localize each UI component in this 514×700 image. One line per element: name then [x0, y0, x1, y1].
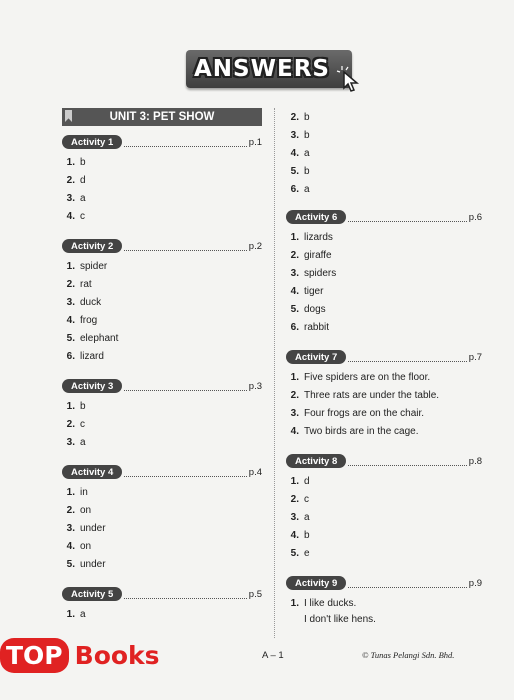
answer-number: 3. — [66, 522, 75, 534]
answer-number: 1. — [290, 475, 299, 487]
answer-item — [62, 311, 262, 329]
answer-number: 2. — [290, 493, 299, 505]
answer-item — [62, 519, 262, 537]
copyright: © Tunas Pelangi Sdn. Bhd. — [362, 650, 455, 660]
banner-title: ANSWERS — [194, 56, 330, 82]
answer-item — [286, 162, 482, 180]
activity-label: Activity 4 — [62, 465, 122, 479]
answer-number: 4. — [290, 285, 299, 297]
answer-number: 3. — [290, 407, 299, 419]
answer-item — [62, 433, 262, 451]
activity-label: Activity 5 — [62, 587, 122, 601]
answer-text: c — [80, 210, 85, 222]
answer-text: a — [304, 183, 310, 195]
answer-number: 4. — [66, 540, 75, 552]
answer-number: 2. — [290, 249, 299, 261]
answer-item — [286, 544, 482, 562]
answer-number: 4. — [66, 210, 75, 222]
answer-number: 5. — [66, 558, 75, 570]
answer-number: 4. — [290, 529, 299, 541]
right-column — [286, 108, 482, 642]
answer-text: b — [80, 400, 86, 412]
answer-text: spider — [80, 260, 108, 272]
dot-leader — [124, 468, 247, 477]
answer-number: 2. — [290, 389, 299, 401]
answer-text: elephant — [80, 332, 119, 344]
activity-header — [286, 350, 482, 364]
logo-books: Books — [74, 641, 160, 670]
activity-header — [62, 379, 262, 393]
answer-number: 4. — [66, 314, 75, 326]
answer-item — [286, 282, 482, 300]
logo-top: TOP — [0, 638, 69, 673]
answer-number: 6. — [290, 183, 299, 195]
answer-item — [62, 415, 262, 433]
answer-text: Four frogs are on the chair. — [304, 407, 425, 419]
answer-number: 4. — [290, 425, 299, 437]
answer-number: 2. — [66, 278, 75, 290]
activity-page: p.5 — [248, 588, 262, 600]
answer-item — [286, 318, 482, 336]
answer-item — [286, 422, 482, 440]
column-divider — [274, 108, 275, 638]
answer-text: under — [80, 522, 106, 534]
activity-page: p.7 — [468, 351, 482, 363]
answer-number: 3. — [66, 192, 75, 204]
answer-number: 2. — [66, 418, 75, 430]
answer-text: b — [304, 129, 310, 141]
activity-header — [286, 576, 482, 590]
answer-number: 5. — [66, 332, 75, 344]
activity-label: Activity 8 — [286, 454, 346, 468]
answer-number: 3. — [66, 436, 75, 448]
answer-number: 3. — [290, 511, 299, 523]
dot-leader — [124, 590, 247, 599]
answer-number: 3. — [290, 129, 299, 141]
activity-block — [62, 135, 262, 225]
activity-label: Activity 6 — [286, 210, 346, 224]
answer-item — [286, 386, 482, 404]
activity-block — [62, 587, 262, 623]
answer-item — [62, 189, 262, 207]
answer-item — [62, 275, 262, 293]
answer-item — [62, 153, 262, 171]
activity-label: Activity 3 — [62, 379, 122, 393]
answer-text: a — [304, 511, 310, 523]
answer-text: d — [80, 174, 86, 186]
activity-label: Activity 2 — [62, 239, 122, 253]
answer-text: in — [80, 486, 88, 498]
answer-text: c — [80, 418, 85, 430]
activity-label: Activity 7 — [286, 350, 346, 364]
activity-header — [286, 454, 482, 468]
activity-page: p.3 — [248, 380, 262, 392]
answer-text: a — [80, 608, 86, 620]
answer-number: 3. — [290, 267, 299, 279]
dot-leader — [348, 353, 467, 362]
answer-number: 1. — [66, 260, 75, 272]
answer-text: b — [80, 156, 86, 168]
answer-number: 1. — [66, 608, 75, 620]
dot-leader — [124, 382, 247, 391]
answer-text: a — [80, 192, 86, 204]
bookmark-icon — [65, 110, 72, 122]
activity-block — [62, 465, 262, 573]
answer-item — [62, 555, 262, 573]
answer-number: 2. — [66, 504, 75, 516]
answer-number: 6. — [66, 350, 75, 362]
answer-item — [62, 171, 262, 189]
answer-item — [62, 397, 262, 415]
answer-item — [62, 483, 262, 501]
activity-page: p.2 — [248, 240, 262, 252]
answer-text: under — [80, 558, 106, 570]
answer-item — [62, 207, 262, 225]
activity-header — [62, 465, 262, 479]
answer-item — [286, 300, 482, 318]
dot-leader — [348, 213, 467, 222]
activity-label: Activity 9 — [286, 576, 346, 590]
answer-text: Five spiders are on the floor. — [304, 371, 431, 383]
answer-item — [286, 368, 482, 386]
answer-item — [62, 537, 262, 555]
dot-leader — [124, 242, 247, 251]
answer-item — [286, 126, 482, 144]
answer-number: 3. — [66, 296, 75, 308]
activity-page: p.4 — [248, 466, 262, 478]
left-column — [62, 108, 262, 637]
answer-continuation: I don't like hens. — [304, 614, 376, 625]
answer-item — [286, 264, 482, 282]
answer-item — [286, 144, 482, 162]
answer-item — [286, 404, 482, 422]
answer-text: rabbit — [304, 321, 330, 333]
unit-header — [62, 108, 262, 126]
answer-item — [286, 594, 482, 612]
answer-item — [286, 108, 482, 126]
answer-number: 1. — [290, 371, 299, 383]
answer-text: I like ducks. — [304, 597, 357, 609]
answer-item — [62, 329, 262, 347]
answer-text: c — [304, 493, 309, 505]
answer-text: b — [304, 529, 310, 541]
answer-text: b — [304, 165, 310, 177]
answer-text: dogs — [304, 303, 326, 315]
activity-block — [62, 239, 262, 365]
activity-block — [286, 210, 482, 336]
dot-leader — [124, 138, 247, 147]
answers-banner — [186, 50, 352, 88]
answer-item — [62, 257, 262, 275]
answer-item — [62, 605, 262, 623]
answer-item — [62, 347, 262, 365]
answer-text: rat — [80, 278, 92, 290]
answer-text: duck — [80, 296, 102, 308]
answer-number: 2. — [66, 174, 75, 186]
answer-text: on — [80, 504, 92, 516]
answer-number: 1. — [66, 486, 75, 498]
activity-label: Activity 1 — [62, 135, 122, 149]
answer-item — [286, 228, 482, 246]
activity-header — [62, 587, 262, 601]
activity-page: p.9 — [468, 577, 482, 589]
answer-text: lizard — [80, 350, 104, 362]
answer-number: 6. — [290, 321, 299, 333]
answer-number: 1. — [290, 597, 299, 609]
topbooks-logo — [0, 638, 160, 673]
answer-text: spiders — [304, 267, 337, 279]
answer-text: Three rats are under the table. — [304, 389, 440, 401]
answer-item — [286, 472, 482, 490]
answer-text: tiger — [304, 285, 324, 297]
activity-header — [62, 239, 262, 253]
answer-text: e — [304, 547, 310, 559]
answer-text: b — [304, 111, 310, 123]
answer-item — [286, 508, 482, 526]
answer-text: Two birds are in the cage. — [304, 425, 419, 437]
answer-text: giraffe — [304, 249, 332, 261]
answer-number: 1. — [290, 231, 299, 243]
answer-number: 1. — [66, 156, 75, 168]
dot-leader — [348, 457, 467, 466]
answer-text: frog — [80, 314, 98, 326]
answer-number: 5. — [290, 303, 299, 315]
dot-leader — [348, 579, 467, 588]
activity-block — [286, 350, 482, 440]
answer-text: lizards — [304, 231, 333, 243]
unit-title: UNIT 3: PET SHOW — [109, 111, 215, 123]
answer-item — [62, 501, 262, 519]
answer-item — [286, 180, 482, 198]
answer-item — [286, 246, 482, 264]
activity-page: p.1 — [248, 136, 262, 148]
answer-number: 2. — [290, 111, 299, 123]
answer-item — [62, 293, 262, 311]
answer-number: 5. — [290, 547, 299, 559]
activity-block — [62, 379, 262, 451]
activity-block — [286, 454, 482, 562]
activity-header — [62, 135, 262, 149]
answer-text: a — [80, 436, 86, 448]
page-number: A – 1 — [262, 650, 284, 661]
activity-page: p.8 — [468, 455, 482, 467]
answer-number: 1. — [66, 400, 75, 412]
continued-answers — [286, 108, 482, 198]
answer-item — [286, 490, 482, 508]
answer-text: a — [304, 147, 310, 159]
answer-text: d — [304, 475, 310, 487]
answer-number: 4. — [290, 147, 299, 159]
answer-item — [286, 526, 482, 544]
activity-header — [286, 210, 482, 224]
answer-number: 5. — [290, 165, 299, 177]
cursor-icon — [336, 64, 362, 92]
activity-page: p.6 — [468, 211, 482, 223]
activity-block — [286, 576, 482, 628]
answer-text: on — [80, 540, 92, 552]
